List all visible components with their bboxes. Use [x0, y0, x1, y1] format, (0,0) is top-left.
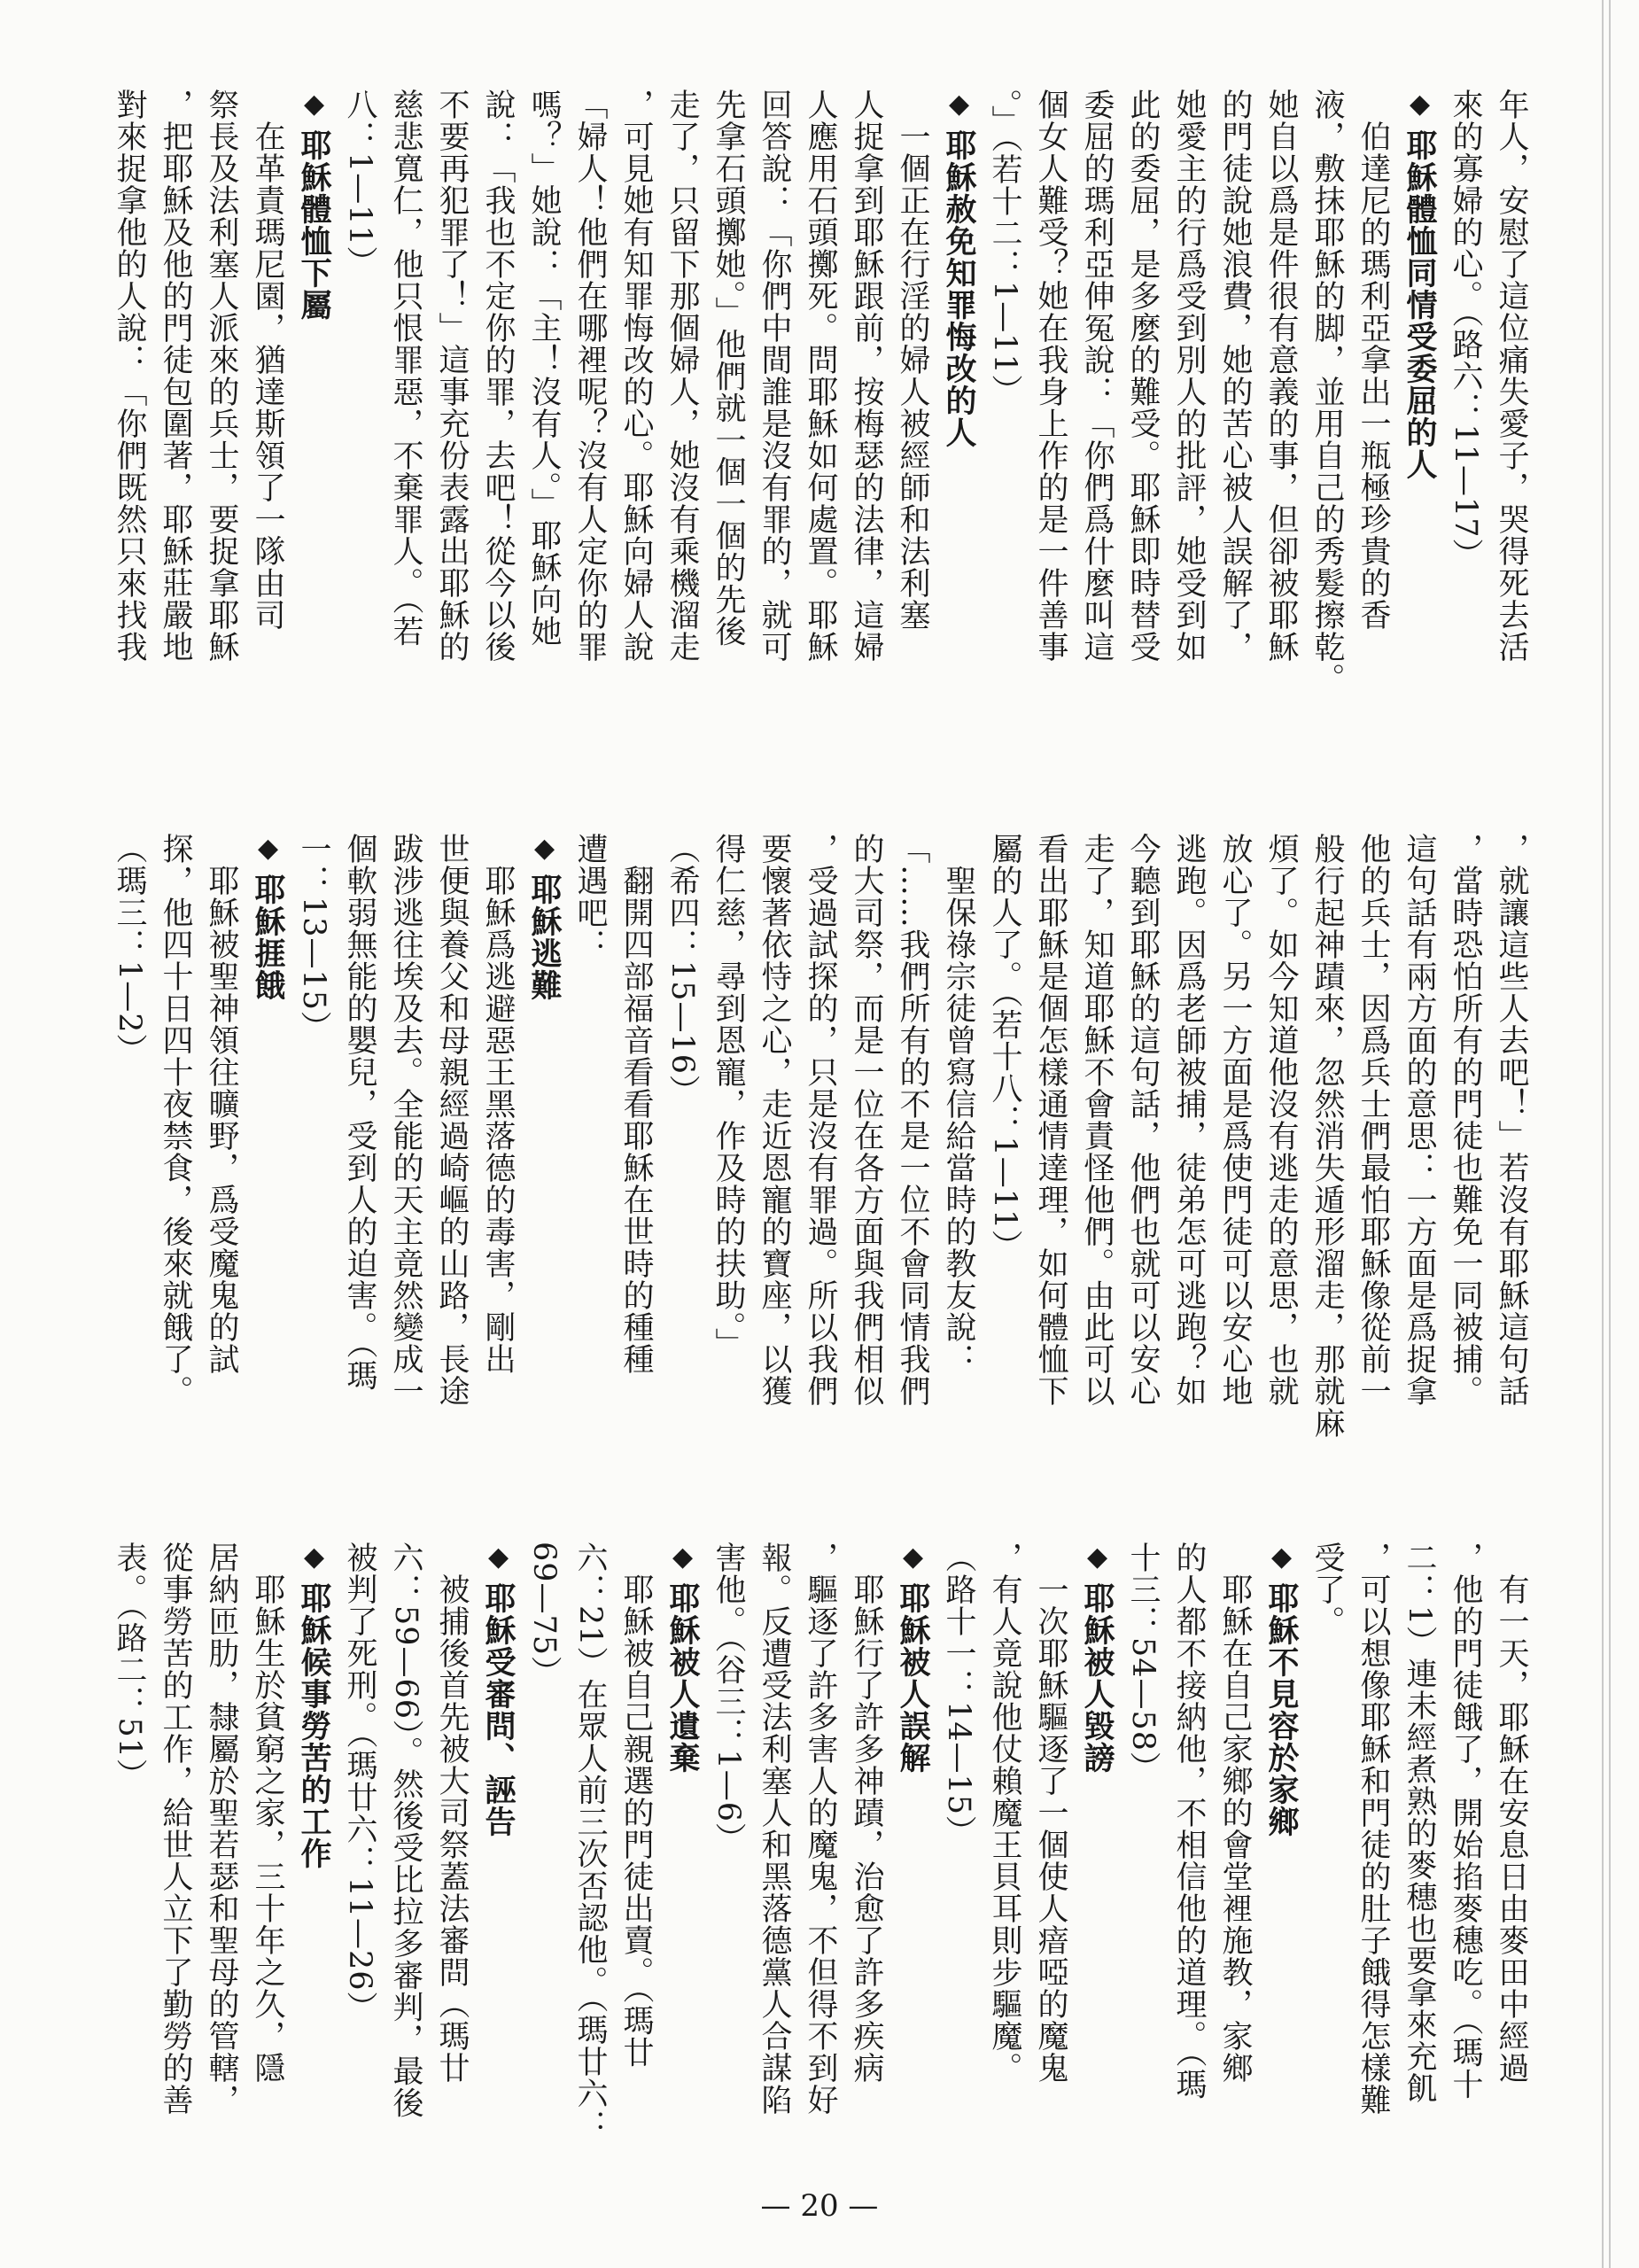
section-heading — [1396, 89, 1442, 815]
heading-text: 耶穌不見容於家鄉 — [1263, 1582, 1299, 1837]
section-heading — [1258, 1542, 1304, 2162]
text-column-upper-right — [106, 89, 1534, 815]
paragraph: 耶穌在自己家鄉的會堂裡施教，家鄉 的人都不接納他，不相信他的道理。（瑪 十三：54—58） — [1125, 1542, 1253, 2101]
heading-text: 耶穌受審問、誣告 — [480, 1582, 516, 1837]
section-heading — [291, 1542, 337, 2162]
section-heading — [521, 833, 567, 1524]
section-heading — [245, 833, 291, 1524]
section-heading — [936, 89, 982, 815]
heading-text: 耶穌體恤同情受委屈的人 — [1402, 129, 1437, 480]
binding-edge-inner — [1609, 0, 1611, 2268]
heading-text: 耶穌被人毀謗 — [1079, 1582, 1115, 1774]
section-heading — [889, 1542, 936, 2162]
paragraph: 有一天，耶穌在安息日由麥田中經過 ，他的門徒餓了，開始掐麥穗吃。（瑪十 二：1）連未經煮熟的麥穗也要拿來充飢 ，可以想像耶穌和門徒的肚子餓得怎樣難 受了。 — [1309, 1542, 1529, 2116]
heading-text: 耶穌逃難 — [526, 874, 562, 1001]
paragraph: 一次耶穌驅逐了一個使人瘖啞的魔鬼 ，有人竟說他仗賴魔王貝耳則步驅魔。 （路十一：14—15） — [941, 1542, 1068, 2084]
paragraph: 耶穌被聖神領往曠野，爲受魔鬼的試 探，他四十日四十夜禁食，後來就餓了。 （瑪三：1—2） — [112, 833, 239, 1407]
paragraph: 聖保祿宗徒曾寫信給當時的教友說： 「……我們所有的不是一位不會同情我們 的大司祭，而是一位在各方面與我們相似 ，受過試探的，只是沒有罪過。所以我們 要懷著依恃之心，走近恩寵的寶座，以獲 得仁慈，尋到恩寵，作及時的扶助。」 （希四：15—16） — [664, 833, 976, 1407]
section-heading — [475, 1542, 521, 2162]
paragraph: ，就讓這些人去吧！」若沒有耶穌這句話 ，當時恐怕所有的門徒也難免一同被捕。 這句話有兩方面的意思：一方面是爲捉拿 他的兵士，因爲兵士們最怕耶穌像從前一 般行起神蹟來，忽然消失遁形溜走，那就麻 煩了。如今知道他沒有逃走的意思，也就 放心了。另一方面是爲使門徒可以安心地 逃跑。因爲老師被捕，徒弟怎可逃跑？如 今聽到耶穌的這句話，他們也就可以安心 走了，知道耶穌不會責怪他們。由此可以 看出耶穌是個怎樣通情達理，如何體恤下 屬的人了。（若十八：1—11） — [987, 833, 1529, 1439]
paragraph: 耶穌被自己親選的門徒出賣。（瑪廿 六：21）在眾人前三次否認他。（瑪廿六： 69—75） — [526, 1542, 654, 2142]
diamond-bullet-icon: ◆ — [1266, 1542, 1297, 1573]
heading-text: 耶穌赦免知罪悔改的人 — [941, 129, 976, 448]
binding-edge — [1602, 0, 1604, 2268]
paragraph: 伯達尼的瑪利亞拿出一瓶極珍貴的香 液，敷抹耶穌的脚，並用自己的秀髮擦乾。 她自以爲是件很有意義的事，但卻被耶穌 的門徒說她浪費，她的苦心被人誤解了， 她愛主的行爲受到別人的批評，她受到如 此的委屈，是多麼的難受。耶穌即時替受 委屈的瑪利亞伸冤說：「你們爲什麼叫這 個女人難受？她在我身上作的是一件善事 。」（若十二：1—11） — [987, 89, 1391, 695]
section-heading — [659, 1542, 705, 2162]
diamond-bullet-icon: ◆ — [667, 1542, 698, 1573]
text-column-lower-left — [106, 1542, 1534, 2162]
heading-text: 耶穌捱餓 — [250, 874, 285, 1001]
text-column-middle — [106, 833, 1534, 1524]
diamond-bullet-icon: ◆ — [483, 1542, 514, 1573]
paragraph: 翻開四部福音看看耶穌在世時的種種 遭遇吧： — [572, 833, 654, 1375]
diamond-bullet-icon: ◆ — [299, 1542, 330, 1573]
diamond-bullet-icon: ◆ — [252, 833, 284, 865]
diamond-bullet-icon: ◆ — [1082, 1542, 1113, 1573]
diamond-bullet-icon: ◆ — [897, 1542, 928, 1573]
diamond-bullet-icon: ◆ — [299, 89, 330, 120]
diamond-bullet-icon: ◆ — [944, 89, 975, 120]
section-heading — [291, 89, 337, 815]
heading-text: 耶穌被人誤解 — [895, 1582, 930, 1774]
paragraph: 在革責瑪尼園，猶達斯領了一隊由司 祭長及法利塞人派來的兵士，要捉拿耶穌 ，把耶穌及他的門徒包圍著，耶穌莊嚴地 對來捉拿他的人說：「你們既然只來找我 — [112, 89, 285, 663]
section-heading — [1074, 1542, 1120, 2162]
page-number: — 20 — — [760, 2188, 879, 2224]
diamond-bullet-icon: ◆ — [529, 833, 560, 865]
paragraph: 耶穌行了許多神蹟，治愈了許多疾病 ，驅逐了許多害人的魔鬼，不但得不到好 報。反遭受法利塞人和黑落德黨人合謀陷 害他。（谷三：1—6） — [711, 1542, 884, 2116]
paragraph: 耶穌爲逃避惡王黑落德的毒害，剛出 世便與養父和母親經過崎嶇的山路，長途 跋涉逃往埃及去。全能的天主竟然變成一 個軟弱無能的嬰兒，受到人的迫害。（瑪 一：13—15） — [296, 833, 516, 1407]
paragraph: 被捕後首先被大司祭蓋法審問（瑪廿 六：59—66）。然後受比拉多審判，最後 被判了死刑。（瑪廿六：11—26） — [342, 1542, 470, 2119]
paragraph: 耶穌生於貧窮之家，三十年之久，隱 居納匝肋，隸屬於聖若瑟和聖母的管轄， 從事勞苦的工作，給世人立下了勤勞的善 表。（路二：51） — [112, 1542, 285, 2116]
diamond-bullet-icon: ◆ — [1404, 89, 1435, 120]
heading-text: 耶穌候事勞苦的工作 — [296, 1582, 331, 1869]
heading-text: 耶穌體恤下屬 — [296, 129, 331, 321]
heading-text: 耶穌被人遺棄 — [664, 1582, 700, 1774]
paragraph: 年人，安慰了這位痛失愛子，哭得死去活 來的寡婦的心。（路六：11—17） — [1448, 89, 1529, 663]
paragraph: 一個正在行淫的婦人被經師和法利塞 人捉拿到耶穌跟前，按梅瑟的法律，這婦 人應用石頭擲死。問耶穌如何處置。耶穌 回答說：「你們中間誰是沒有罪的，就可 先拿石頭擲她。」他們就一個一個的先後 走了，只留下那個婦人，她沒有乘機溜走 ，可見她有知罪悔改的心。耶穌向婦人說 「婦人！他們在哪裡呢？沒有人定你的罪 嗎？」她說：「主！沒有人。」耶穌向她 說：「我也不定你的罪，去吧！從今以後 不要再犯罪了！」這事充份表露出耶穌的 慈悲寬仁，他只恨罪惡，不棄罪人。（若 八：1—11） — [342, 89, 930, 663]
